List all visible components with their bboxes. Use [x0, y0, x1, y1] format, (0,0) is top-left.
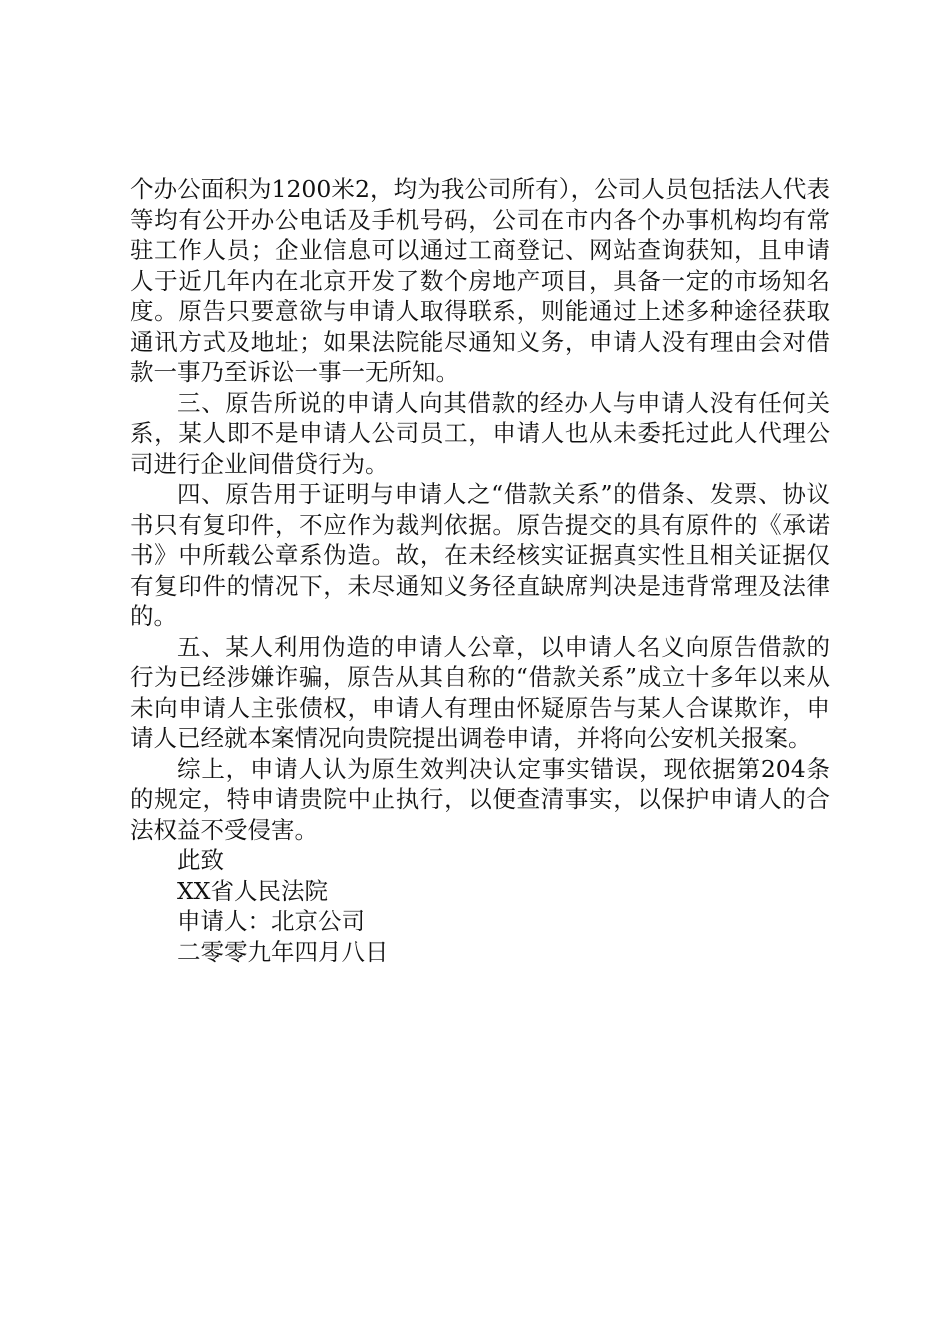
paragraph-point-three: 三、原告所说的申请人向其借款的经办人与申请人没有任何关系，某人即不是申请人公司员工，申请人也从未委托过此人代理公司进行企业间借贷行为。	[130, 388, 830, 478]
closing-salutation: 此致	[177, 846, 224, 874]
paragraph-point-four: 四、原告用于证明与申请人之“借款关系”的借条、发票、协议书只有复印件，不应作为裁判依据。原告提交的具有原件的《承诺书》中所载公章系伪造。故，在未经核实证据真实性且相关证据仅有复印件的情况下，未尽通知义务径直缺席判决是违背常理及法律的。	[130, 480, 830, 630]
paragraph-point-five: 五、某人利用伪造的申请人公章，以申请人名义向原告借款的行为已经涉嫌诈骗，原告从其自称的“借款关系”成立十多年以来从未向申请人主张债权，申请人有理由怀疑原告与某人合谋欺诈，申请人已经就本案情况向贵院提出调卷申请，并将向公安机关报案。	[130, 632, 830, 752]
closing-applicant: 申请人：北京公司	[177, 907, 365, 935]
closing-recipient: XX省人民法院	[177, 876, 328, 905]
document-page	[130, 174, 830, 967]
paragraph-continuation: 个办公面积为1200米2，均为我公司所有），公司人员包括法人代表等均有公开办公电话及手机号码，公司在市内各个办事机构均有常驻工作人员；企业信息可以通过工商登记、网站查询获知，且申请人于近几年内在北京开发了数个房地产项目，具备一定的市场知名度。原告只要意欲与申请人取得联系，则能通过上述多种途径获取通讯方式及地址；如果法院能尽通知义务，申请人没有理由会对借款一事乃至诉讼一事一无所知。	[130, 175, 830, 386]
closing-date: 二零零九年四月八日	[177, 937, 389, 966]
paragraph-conclusion: 综上，申请人认为原生效判决认定事实错误，现依据第204条的规定，特申请贵院中止执行，以便查清事实，以保护申请人的合法权益不受侵害。	[130, 754, 830, 844]
